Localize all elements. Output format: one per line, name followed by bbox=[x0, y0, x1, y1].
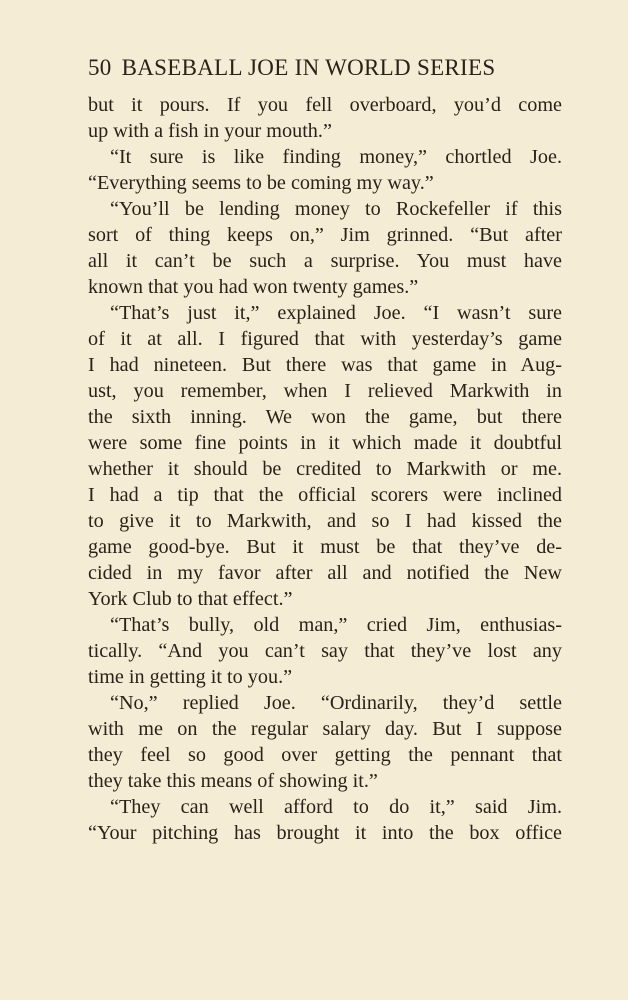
text-line: they take this means of showing it.” bbox=[88, 770, 378, 792]
text-line: tically. “And you can’t say that they’ve lost any bbox=[88, 640, 562, 662]
text-line: but it pours. If you fell overboard, you’d come bbox=[88, 94, 562, 116]
text-line: “Everything seems to be coming my way.” bbox=[88, 172, 434, 194]
text-line: all it can’t be such a surprise. You must have bbox=[88, 250, 562, 272]
text-line: “You’ll be lending money to Rockefeller if this bbox=[110, 198, 562, 220]
text-line: “That’s just it,” explained Joe. “I wasn’t sure bbox=[110, 302, 562, 324]
text-line: “That’s bully, old man,” cried Jim, enthusias- bbox=[110, 614, 562, 636]
text-line: I had a tip that the official scorers were inclined bbox=[88, 484, 562, 506]
text-line: cided in my favor after all and notified the New bbox=[88, 562, 562, 584]
text-line: were some fine points in it which made it doubtful bbox=[88, 432, 562, 454]
running-title: BASEBALL JOE IN WORLD SERIES bbox=[121, 55, 496, 80]
text-line: whether it should be credited to Markwith or me. bbox=[88, 458, 562, 480]
text-line: known that you had won twenty games.” bbox=[88, 276, 419, 298]
text-line: “It sure is like finding money,” chortled Joe. bbox=[110, 146, 562, 168]
text-line: York Club to that effect.” bbox=[88, 588, 293, 610]
page-number: 50 bbox=[88, 55, 112, 80]
running-header bbox=[88, 55, 564, 81]
text-line: of it at all. I figured that with yesterday’s game bbox=[88, 328, 562, 350]
text-line: I had nineteen. But there was that game in Aug- bbox=[88, 354, 562, 376]
text-line: up with a fish in your mouth.” bbox=[88, 120, 332, 142]
text-line: “Your pitching has brought it into the box office bbox=[88, 822, 562, 844]
text-line: sort of thing keeps on,” Jim grinned. “But after bbox=[88, 224, 562, 246]
text-line: the sixth inning. We won the game, but there bbox=[88, 406, 562, 428]
text-line: “They can well afford to do it,” said Jim. bbox=[110, 796, 562, 818]
text-line: to give it to Markwith, and so I had kissed the bbox=[88, 510, 562, 532]
text-line: ust, you remember, when I relieved Markwith in bbox=[88, 380, 562, 402]
text-line: with me on the regular salary day. But I suppose bbox=[88, 718, 562, 740]
body-text bbox=[88, 92, 562, 846]
text-line: “No,” replied Joe. “Ordinarily, they’d settle bbox=[110, 692, 562, 714]
text-line: time in getting it to you.” bbox=[88, 666, 293, 688]
text-line: they feel so good over getting the pennant that bbox=[88, 744, 562, 766]
text-line: game good-bye. But it must be that they’ve de- bbox=[88, 536, 562, 558]
